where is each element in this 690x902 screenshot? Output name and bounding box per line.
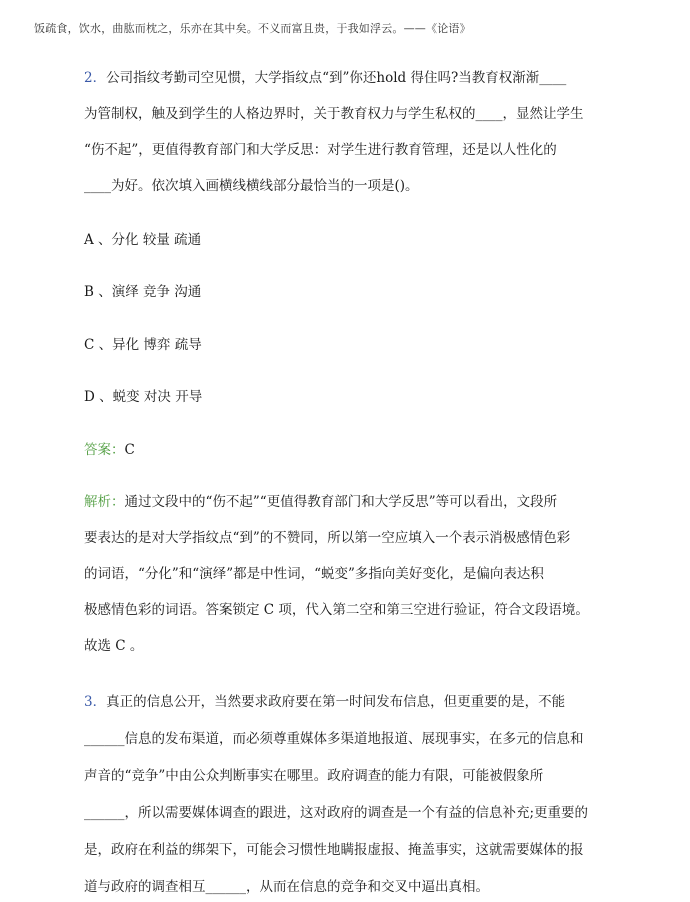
question-3-line-2: ______信息的发布渠道，而必须尊重媒体多渠道地报道、展现事实，在多元的信息和 xyxy=(84,731,584,747)
analysis-line-3: 的词语，“分化”和“演绎”都是中性词，“蜕变”多指向美好变化，是偏向表达积 xyxy=(84,566,544,582)
question-3-line-5: 是，政府在利益的绑架下，可能会习惯性地瞒报虚报、掩盖事实，这就需要媒体的报 xyxy=(84,842,584,858)
answer-value: C xyxy=(124,442,135,458)
analysis-line-2: 要表达的是对大学指纹点“到”的不赞同，所以第一空应填入一个表示消极感情色彩 xyxy=(84,530,571,546)
analysis-line-5: 故选 C 。 xyxy=(84,638,144,654)
analysis-line-1: 解析：通过文段中的“伤不起”“更值得教育部门和大学反思”等可以看出，文段所 xyxy=(84,494,558,510)
option-d: D 、蜕变 对决 开导 xyxy=(84,389,203,405)
question-2-line-2: 为管制权，触及到学生的人格边界时，关于教育权力与学生私权的____，显然让学生 xyxy=(84,106,584,122)
question-2-line-4: ____为好。依次填入画横线横线部分最恰当的一项是()。 xyxy=(84,178,419,194)
question-3-line-1: 3．真正的信息公开，当然要求政府要在第一时间发布信息，但更重要的是，不能 xyxy=(84,694,566,710)
page-header-quote: 饭疏食，饮水，曲肱而枕之，乐亦在其中矣。不义而富且贵，于我如浮云。——《论语》 xyxy=(34,22,471,35)
question-2-line-1: 2．公司指纹考勤司空见惯，大学指纹点“到”你还hold 得住吗?当教育权渐渐____ xyxy=(84,70,567,86)
option-a: A 、分化 较量 疏通 xyxy=(84,232,202,248)
answer-label: 答案： xyxy=(84,442,125,458)
answer-line xyxy=(84,438,135,458)
analysis-label: 解析： xyxy=(84,494,125,510)
question-2-line-3: “伤不起”，更值得教育部门和大学反思：对学生进行教育管理，还是以人性化的 xyxy=(84,142,557,158)
analysis-line-4: 极感情色彩的词语。答案锁定 C 项，代入第二空和第三空进行验证，符合文段语境。 xyxy=(84,602,589,618)
question-3-line-3: 声音的“竞争”中由公众判断事实在哪里。政府调查的能力有限，可能被假象所 xyxy=(84,768,544,784)
question-3-number: 3． xyxy=(84,694,107,710)
question-3-line-6: 道与政府的调查相互______，从而在信息的竞争和交叉中逼出真相。 xyxy=(84,879,489,895)
option-b: B 、演绎 竞争 沟通 xyxy=(84,284,202,300)
question-2-number: 2． xyxy=(84,70,107,86)
option-c: C 、异化 博弈 疏导 xyxy=(84,337,202,353)
question-3-line-4: ______，所以需要媒体调查的跟进，这对政府的调查是一个有益的信息补充;更重要的 xyxy=(84,805,589,821)
